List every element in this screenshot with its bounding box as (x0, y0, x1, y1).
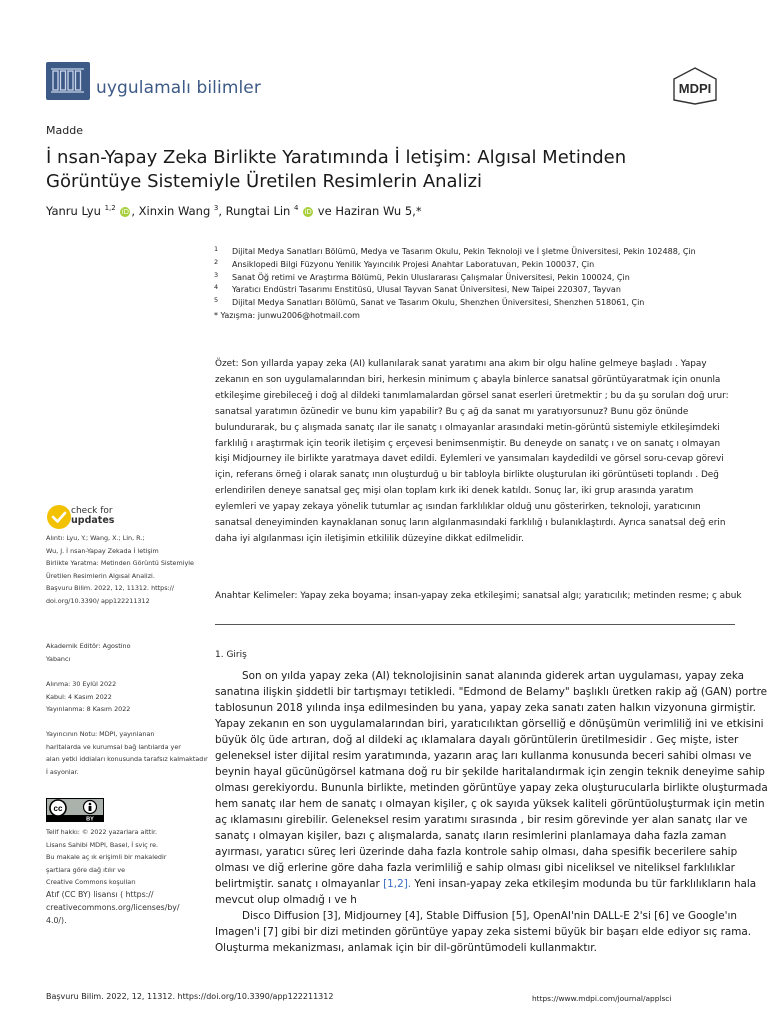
citation-block: Alıntı: Lyu, Y.; Wang, X.; Lin, R.; Wu, J. İ nsan-Yapay Zekada İ letişim Birlikte Yaratma: Metinden Görüntü Sistemiyle Üretilen Resimlerin Algısal Analizi. Başvuru Bilim. 2022, 12, 11312. https:// doi.org/10.3390/ app122211312 (46, 534, 194, 605)
section-heading: 1. Giriş (215, 650, 247, 660)
introduction-body (215, 668, 768, 956)
author-name[interactable]: Yanru Lyu (46, 204, 101, 218)
paragraph: Disco Diffusion [3], Midjourney [4], Stable Diffusion [5], OpenAI'nin DALL-E 2'si [6] ve Google'ın Imagen'i [7] gibi bir dizi metinden görüntüye yapay zeka sistemi büyük bir başarı elde ediyor sıç rama. Oluşturma mekanizması, anlamak için bir dil-görüntümodeli kullanmaktır. (215, 910, 752, 954)
publisher-note: Yayıncının Notu: MDPI, yayınlanan haritalarda ve kurumsal bağ lantılarda yer alan yetki iddiaları konusunda tarafsız kalmaktadır İ asyonlar. (46, 730, 208, 776)
citation-link[interactable]: [1,2]. (383, 878, 412, 890)
copyright-notice: Telif hakkı: © 2022 yazarlara aittir. Lisans Sahibi MDPI, Basel, İ sviç re. Bu makale aç ık erişimli bir makaledir şartlara göre dağ ıtılır ve Creative Commons koşulları (46, 828, 167, 886)
footer-citation[interactable]: Başvuru Bilim. 2022, 12, 11312. https://doi.org/10.3390/app122211312 (46, 992, 334, 1001)
section-divider (215, 624, 735, 625)
paragraph: Son on yılda yapay zeka (AI) teknolojisinin sanat alanında giderek artan uygulaması, yapay zeka sanatına ilişkin şiddetli bir tartışmayı tetikledi. "Edmond de Belamy" başlıklı üretken rakip ağ (GAN) portre tablosunun 2018 yılında inşa edilmesinden bu yana, yapay zeka sanatı zaten halkın vizyonuna girmiştir. Yapay zekanın en son uygulamalarından biri, yaratıcılıktan görselliğ e dönüşümün verimliliğ ini ve etkisini büyük ölç üde artıran, doğ al dildeki aç ıklamalara dayalı görüntülerin üretilmesidir . Geç mişte, ister geleneksel ister dijital resim yaratımında, yazarın araç ları kullanma konusunda beceri sahibi olması ve beynin hayal gücünügörsel katmana doğ ru bir şekilde haritalandırmak için zengin teknik deneyime sahip olması gerekiyordu. Bununla birlikte, metinden görüntüye yapay zeka oluşturucularla birlikte oluşturmada hem sanatç ılar hem de sanatç ı olmayan kişiler, ç ok sayıda yüksek kaliteli görüntüoluşturmak için metin aç ıklamasını girebilir. Geleneksel resim yaratımı sırasında , bir resim görevinde yer alan sanatç ılar ve sanatç ı olmayan kişiler, bazı ç alışmalarda, sanatç ıların resimlerini planlamaya daha fazla zaman ayırması, yaratıcı süreç leri üzerinde daha fazla kontrole sahip olması, daha spesifik becerilere sahip olması ve diğ erlerine göre daha fazla verimliliğ e sahip olması gibi niceliksel ve niteliksel farklılıklar belirtmiştir. sanatç ı olmayanlar [1,2]. Yeni insan-yapay zeka etkileşim modunda bu tür farklılıkların hala mevcut olup olmadığ ı ve h (215, 670, 768, 906)
cc-by-license-icon[interactable] (46, 798, 104, 822)
author-name[interactable]: ve Haziran Wu 5,* (317, 204, 422, 218)
journal-name: uygulamalı bilimler (96, 78, 261, 98)
author-list (46, 204, 422, 218)
affiliations (214, 246, 734, 323)
author-name[interactable]: , Rungtai Lin (218, 204, 291, 218)
author-affiliation-ref: 4 (294, 204, 299, 213)
affiliation-item: 5 Dijital Medya Sanatları Bölümü, Sanat ve Tasarım Okulu, Shenzhen Üniversitesi, Shenzhen 518061, Çin (214, 296, 645, 308)
article-type-label: Madde (46, 124, 83, 137)
author-affiliation-ref: 1,2 (104, 204, 116, 213)
keywords: Anahtar Kelimeler: Yapay zeka boyama; insan-yapay zeka etkileşimi; sanatsal algı; yaratıcılık; metinden resme; ç abuk (215, 591, 742, 601)
orcid-icon[interactable]: iD (121, 207, 130, 216)
affiliation-item: 1 Dijital Medya Sanatları Bölümü, Medya ve Tasarım Okulu, Pekin Teknoloji ve İ şletme Üniversitesi, Pekin 102488, Çin (214, 245, 696, 256)
academic-editor: Akademik Editör: Agostino Yabancı (46, 642, 131, 663)
abstract: Özet: Son yıllarda yapay zeka (AI) kullanılarak sanat yaratımı ana akım bir olgu haline gelmeye başladı . Yapay zekanın en son uygulamalarından biri, herkesin minimum ç abayla binlerce sanatsal görüntüyaratmak için onunla etkileşime girebileceğ i doğ al dildeki tanımlamalardan görsel sanat eserleri üretmektir ; bu da şu soruları doğ urur: sanatsal yaratımın özünedir ve bunu kim yapabilir? Bu ç ağ da sanat mı yaratıyorsunuz? Bunu göz önünde bulundurarak, bu ç alışmada sanatç ılar ile sanatç ı olmayanlar arasındaki metin-görüntü sistemiyle etkileşimdeki farklılığ ı araştırmak için teorik iletişim ç erçevesi benimsenmiştir. Bu deneyde on sanatç ı ve on sanatç ı olmayan kişi Midjourney ile birlikte yaratmaya davet edildi. Eylemleri ve yansımaları kaydedildi ve görsel soru-cevap görevi için, referans örneğ i olarak sanatç ının oluşturduğ u bir tabloyla birlikte oluşturulan iki görüntüseti toplandı . Değ erlendirilen deneye sanatsal geç mişi olan toplam kırk iki denek katıldı. Sonuç lar, iki grup arasında yaratım eylemleri ve yapay zekaya yönelik tutumlar aç ısından farklılıklar olduğ unu gösterirken, teknoloji, yaratıcının sanatsal deneyiminden kaynaklanan sonuç ların algılanmasındaki farklılığ ı bulanıklaştırdı. Ayrıca sanatsal değ erin daha iyi algılanması için iletişimin etkililik düzeyine dikkat edilmelidir. (215, 359, 729, 544)
affiliation-item: 2 Ansiklopedi Bilgi Füzyonu Yenilik Yayıncılık Projesi Anahtar Laboratuvarı, Pekin 100037, Çin (214, 257, 595, 269)
check-for-updates-button[interactable]: check for updates (71, 506, 115, 526)
orcid-icon[interactable]: iD (304, 207, 312, 216)
author-affiliation-ref: 3 (213, 204, 219, 213)
cc-by-label: BY (86, 816, 94, 822)
license-link[interactable]: Atıf (CC BY) lisansı ( https:// creativecommons.org/licenses/by/ 4.0/). (46, 890, 180, 925)
mdpi-logo (666, 66, 724, 106)
check-for-updates-icon[interactable] (46, 504, 72, 530)
correspondence-email[interactable]: * Yazışma: junwu2006@hotmail.com (214, 310, 360, 320)
mdpi-logo-text: MDPI (678, 81, 712, 96)
author-name[interactable]: , Xinxin Wang (131, 204, 211, 218)
svg-text:cc: cc (53, 804, 63, 813)
publication-dates: Alınma: 30 Eylül 2022 Kabul: 4 Kasım 2022 Yayınlanma: 8 Kasım 2022 (46, 680, 131, 713)
affiliation-item: 4 Yaratıcı Endüstri Tasarımı Enstitüsü, Ulusal Tayvan Sanat Üniversitesi, New Taipei 220307, Tayvan (214, 283, 621, 295)
affiliation-item: 3 Sanat Öğ retimi ve Araştırma Bölümü, Pekin Uluslararası Çalışmalar Üniversitesi, Pekin 100024, Çin (214, 270, 630, 282)
article-title: İ nsan-Yapay Zeka Birlikte Yaratımında İ letişim: Algısal Metinden Görüntüye Sistemiyle Üretilen Resimlerin Analizi (46, 147, 627, 192)
journal-logo-icon (46, 62, 90, 100)
footer-journal-url[interactable]: https://www.mdpi.com/journal/applsci (532, 994, 672, 1003)
